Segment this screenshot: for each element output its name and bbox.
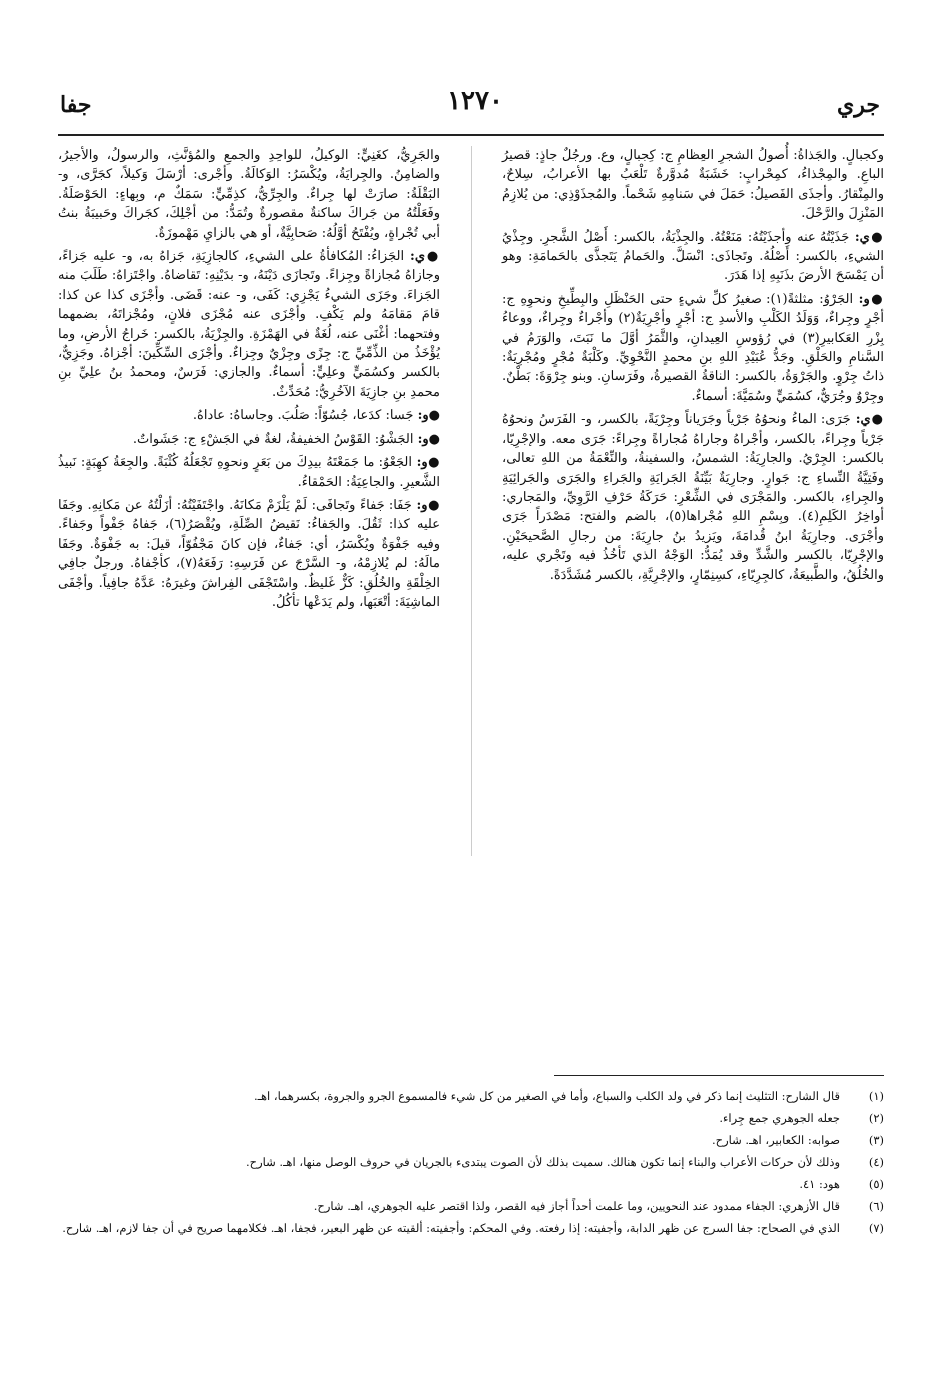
- page-number: ١٢٧٠: [447, 86, 503, 116]
- footnote-number: (٢): [868, 1111, 884, 1125]
- footnote-text: صوابه: الكعابير، اهـ. شارح.: [712, 1133, 840, 1147]
- entry-marker: ●و:: [417, 408, 440, 424]
- left-column: [58, 146, 440, 616]
- entry-paragraph: [502, 146, 884, 224]
- entry-text: الجَشْوُ: القَوْسُ الخفيفةُ، لغةٌ في الجَشْءِ ج: جَشَواتٌ.: [132, 431, 414, 447]
- column-divider: [471, 146, 472, 856]
- footnote: [58, 1176, 884, 1193]
- footnote-number: (٦): [868, 1199, 884, 1213]
- footnote: [58, 1154, 884, 1171]
- footnote-rule: [554, 1075, 884, 1076]
- entry-text: وكجبالٍ. والجَذاةُ: أُصولُ الشجرِ العِظامِ ج: كِجبالٍ، وع. ورجُلٌ جاذٍ: قصيرُ الباعِ. والمِجْذاءُ، كمِحْرابٍ: خَشَبَةٌ مُدوَّرةٌ تَلْعَبُ بها الأعرابُ، سِلاحٌ، والمِنْقارُ. وأجذَى الفَصيلُ: حَمَلَ في سَنامِهِ شَحْماً. والمُجذَوْذِي: من يُلازِمُ المَنْزِلَ والرَّحْلَ.: [502, 148, 884, 222]
- entry-marker: ●ي:: [854, 229, 884, 245]
- entry-paragraph: [58, 496, 440, 612]
- entry-marker: ●و:: [416, 455, 440, 471]
- footnote-text: قال الشارح: التثليث إنما ذكر في ولد الكلب والسباع، وأما في الصغير من كل شيء فالمسموع الجرو والجروة، بكسرهما، اهـ.: [253, 1089, 840, 1103]
- header-right-word: جري: [837, 92, 880, 118]
- footnote-text: جعله الجوهري جمع جِراء.: [719, 1111, 840, 1125]
- header-left-word: جفا: [60, 92, 92, 118]
- entry-paragraph: [58, 247, 440, 402]
- footnote: [58, 1132, 884, 1149]
- footnotes: [58, 1088, 884, 1242]
- entry-text: الجَزاءُ: المُكافأةُ على الشيءِ، كالجازِيَةِ، جَزاهُ به، و- عليه جَزاءً، وجازاهُ مُجازاةً وجِزاءً. وتَجازَى دَيْنَهُ، و- بدَيْنِهِ: تَقاضاهُ. واجْتَزاهُ: طَلَبَ منه الجَزاءَ. وجَزَى الشيءُ يَجْزِي: كَفَى، و- عنه: قَضَى. وأجْزَى كذا عن كذا: قامَ مَقامَهُ ولم يَكْفِ. وأجْزَى عنه مُجْزَى فلانٍ، ومُجْزاتَهُ، بضمهما وفتحهما: أغْنَى عنه، لُغَةٌ في الهَمْزَةِ. والجِزْيَةُ، بالكسر: خَراجُ الأرضِ، وما يُؤْخَذُ من الذِّمِّيِّ ج: جِزًى وجِزْيٌ وجِزاءٌ. وأجْزَى السِّكِّينَ: أجْزاهُ. وجَزِيٌّ، بالكسر وكسُمَيٍّ وعلِيٍّ: أسماءٌ. والجازي: فَرَسٌ، ومحمدُ بنُ علِيِّ بنِ محمدِ بنِ جازِيَةَ الآخُرِيُّ: مُحَدِّثٌ.: [58, 249, 440, 400]
- footnote: [58, 1198, 884, 1215]
- footnote-number: (٤): [868, 1155, 884, 1169]
- footnote-number: (٥): [868, 1177, 884, 1191]
- footnote-number: (٣): [868, 1133, 884, 1147]
- entry-marker: ●ي:: [410, 249, 440, 265]
- entry-text: جَسا: كدَعا، جُسُوّاً: صَلُبَ. وجاساهُ: عاداهُ.: [192, 408, 414, 424]
- entry-text: جَذَيْتُهُ عنه وأجذَيْتُهُ: مَنَعْتُهُ. والجِذْيَةُ، بالكسر: أَصْلُ الشَّجرِ. وجِذْيُ الشيءِ، بالكسر: أَصْلُهُ. وتَجاذَى: انْسَلَّ. والحَمامُ يَتَجذَّى بالحَمامَةِ: وهو أن يَمْسَحَ الأرضَ بذَنَبِهِ إذا هَدَرَ.: [502, 229, 884, 284]
- entry-text: جَرَى: الماءُ ونحوُهُ جَرْياً وجَرَياناً وجِرْيَةً، بالكسر، و- الفَرَسُ ونحوُهُ جَرْياً وجِراءً، بالكسر، وأجْراهُ وجاراهُ مُجاراةً وجِراءً: جَرَى معه. والإجْرِيّا، بالكسر: الجِرْيُ. والجارِيَةُ: الشمسُ، والسفينةُ، والنِّعْمَةُ من اللهِ تعالى، وفَتِيَّةُ النِّساءِ ج: جَوارٍ. وجارِيَةٌ بَيِّنَةُ الجَرايَةِ والجَراءِ والجَرَى والجَرائِيَةِ والجِراءِ، بالكسر. والمَجْرَى في الشِّعْرِ: حَرَكَةُ حَرْفِ الرَّوِيِّ، والمَجاري: أواخِرُ الكَلِمِ(٤). وبِسْمِ اللهِ مُجْراها(٥)، بالضم والفتح: مَصْدَراً جَرَى وأجْرَى. وجارِيَةُ ابنُ قُدامَةَ، ويَزيدُ بنُ جارِيَةَ: من رجالِ الصَّحيحَيْنِ. والإجْرِيّا، بالكسر والشَّدِّ وقد يُمَدُّ: الوَجْهُ الذي تَأخُذُ فيه وتَجْري عليه، والخُلُقُ، والطَّبيعَةُ، كالجِرِيّاءِ، كسِنِمّارٍ، والإجْرِيَّةِ، بالكسر مُشَدَّدَةً.: [502, 412, 885, 583]
- entry-paragraph: [58, 406, 440, 425]
- footnote: [58, 1110, 884, 1127]
- footnote: [58, 1088, 884, 1105]
- entry-paragraph: [58, 146, 440, 243]
- entry-marker: ●و:: [417, 431, 440, 447]
- footnote-text: الذي في الصحاح: جفا السرج عن ظهر الدابة، وأجفيته: إذا رفعته. وفي المحكم: وأجفيته: ألقيته عن ظهر البعير، فجفا، اهـ. فكلامهما صريح في أن جفا لازم، اهـ. شارح.: [62, 1221, 840, 1235]
- entry-marker: ●ي:: [855, 412, 884, 428]
- footnote: [58, 1220, 884, 1237]
- entry-text: الجَرْوُ: مثلثةً(١): صغيرُ كلِّ شيءٍ حتى الحَنْظَلِ والبِطِّيخِ ونحوِهِ ج: أجْرٍ وجِراءٌ، وَوَلَدُ الكَلْبِ والأسدِ ج: أجْرٍ وأجْرِيَةٌ(٢) وأجْراءٌ وجِراءٌ، ووعاءُ بِزْرِ العَكابيرِ(٣) في رُؤوسِ العِيدانِ، والثَّمَرُ أوَّلَ ما نَبَتَ، والوَرَمُ في السَّنامِ والحَلْقِ. وجَدُّ عُبَيْدِ اللهِ بنِ محمدٍ النَّحْوِيِّ. وكَلْبَةٌ مُجْرٍ ومُجْرِيَةٌ: ذاتُ جِرْوٍ. والجَرْوَةُ، بالكسر: الناقةُ القصيرةُ، وفَرَسانِ. وبنو جِرْوَةَ: بَطْنٌ. وجِرْوٌ وجُرَيٌّ، كسُمَيٍّ وسُمَيَّةَ: أسماءٌ.: [502, 291, 885, 404]
- footnote-text: وذلك لأن حركات الأعراب والبناء إنما تكون هنالك. سميت بذلك لأن الصوت يبتدىء بالجريان في حروف الوصل منها، اهـ. شارح.: [245, 1155, 840, 1169]
- entry-paragraph: [58, 430, 440, 449]
- footnote-number: (٧): [868, 1221, 884, 1235]
- footnote-text: قال الأزهري: الجفاء ممدود عند النحويين، وما علمت أحداً أجاز فيه القصر، ولذا اقتصر عليه الجوهري، اهـ. شارح.: [313, 1199, 840, 1213]
- right-column: [502, 146, 884, 589]
- entry-text: والجَرِيُّ، كغَنِيٍّ: الوكيلُ، للواحِدِ والجمعِ والمُؤنَّثِ، والرسولُ، والأجيرُ، والضامِنُ. والجِرايَةُ، ويُكْسَرُ: الوَكالَةُ. وأجْرى: أرْسَلَ وَكيلاً، كجَرَّى، و- البَقْلَةُ: صارَتْ لها جِراءٌ. والجِرِّيُّ، كذِمِّيٍّ: سَمَكٌ م، وبِهاءٍ: الحَوْصَلَةُ. وفَعَلْتُهُ من جَراكَ ساكنةٌ مقصورةٌ وتُمَدُّ: من أجْلِكَ، كجَراكَ وحَبيبَةُ بنتُ أبي تُجْراةٍ، ويُفْتَحُ أوَّلُهُ: صَحابِيَّةٌ، أو هي بالزايِ مَهْموزَةٌ.: [58, 148, 440, 241]
- entry-paragraph: [58, 453, 440, 492]
- entry-paragraph: [502, 228, 884, 286]
- entry-text: جَفَا: جَفاءً وتَجافَى: لَمْ يَلْزَمْ مَكانَهُ. واجْتَفَيْتُهُ: أزَلْتُهُ عن مَكانِهِ. وجَفَا عليه كذا: ثَقُلَ. والجَفاءُ: نَقيضُ الصِّلَةِ، ويُقْصَرُ(٦)، جَفاهُ جَفْواً وجَفاءً. وفيه جَفْوَةٌ ويُكْسَرُ، أي: جَفاءٌ، فإن كانَ مَجْفُوّاً، قيلَ: به جَفْوَةٌ. وجَفَا مالَهُ: لم يُلازِمْهُ، و- السَّرْجَ عن فَرَسِهِ: رَفَعَهُ(٧)، كأجْفاهُ. ورجلٌ جافِي الخِلْقَةِ والخُلُقِ: كَزٌّ غَليظٌ. واسْتَجْفَى الفِراشَ وغيرَهُ: عَدَّهُ جافِياً. وأجْفَى الماشِيَةَ: أتْعَبَها، ولم يَدَعْها تأكُلُ.: [58, 497, 440, 610]
- entry-text: الجَعْوُ: ما جَمَعْتَهُ بيدِكَ من بَعَرٍ ونحوِهِ تَجْعَلُهُ كُثْبَةً. والجِعَةُ كهِبَةٍ: نَبيذُ الشَّعيرِ. والجاعِيَةُ: الحَمْقاءُ.: [58, 455, 440, 490]
- entry-marker: ●و:: [416, 497, 441, 513]
- entry-marker: ●و:: [858, 291, 884, 307]
- footnote-text: هود: ٤١.: [799, 1177, 840, 1191]
- entry-paragraph: [502, 410, 884, 585]
- header-rule: [58, 134, 884, 136]
- footnote-number: (١): [868, 1089, 884, 1103]
- entry-paragraph: [502, 290, 884, 406]
